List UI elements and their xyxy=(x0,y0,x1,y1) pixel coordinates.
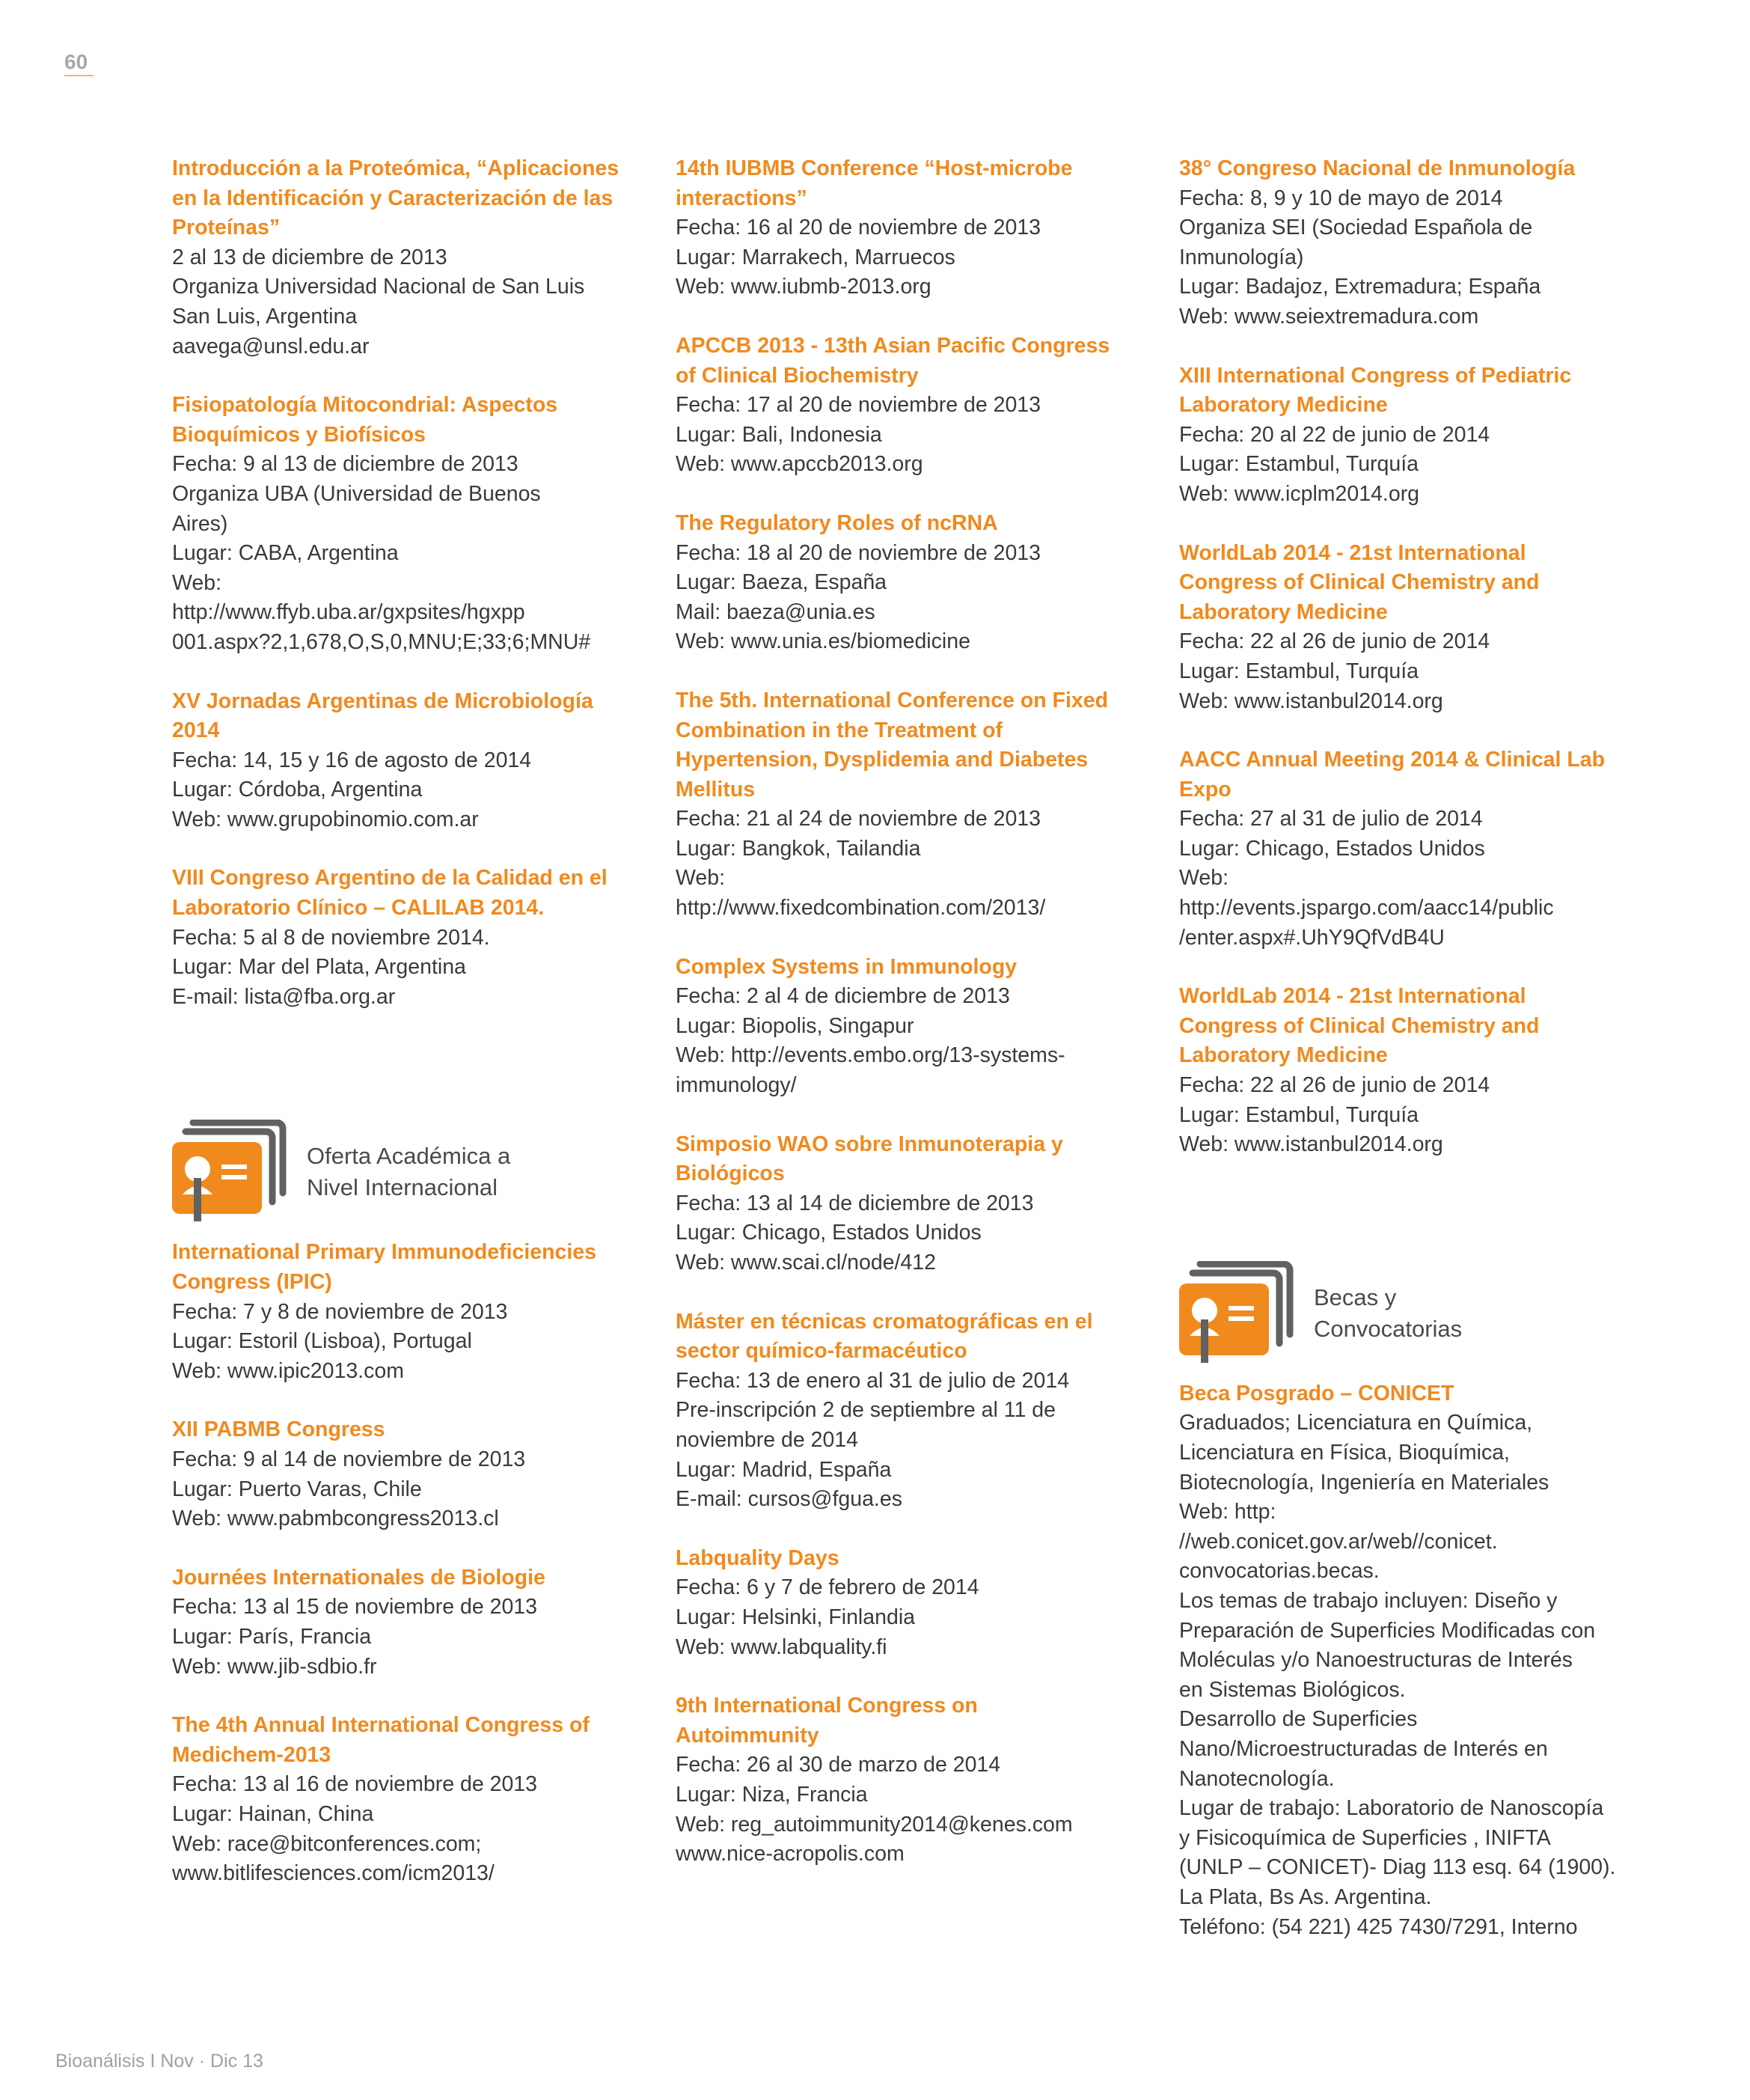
event-title xyxy=(676,154,1154,213)
event-title-line: Biológicos xyxy=(676,1162,785,1186)
event-detail-line: Fecha: 20 al 22 de junio de 2014 xyxy=(1179,422,1490,447)
event-entry xyxy=(1179,745,1658,953)
event-title-line: APCCB 2013 - 13th Asian Pacific Congress xyxy=(676,333,1110,358)
event-title-line: Autoimmunity xyxy=(676,1723,819,1748)
event-title-line: International Primary Immunodeficiencies xyxy=(172,1240,596,1265)
event-title-line: Laboratory Medicine xyxy=(1179,393,1388,418)
event-detail-line: Lugar: Chicago, Estados Unidos xyxy=(676,1221,982,1245)
event-detail-line: Web: www.pabmbcongress2013.cl xyxy=(172,1507,499,1531)
event-entry xyxy=(172,391,651,657)
event-title xyxy=(676,686,1154,805)
section-heading-oferta xyxy=(307,1141,510,1203)
event-title xyxy=(676,1691,1154,1750)
event-detail-line: E-mail: cursos@fgua.es xyxy=(676,1487,902,1512)
event-detail-line: San Luis, Argentina xyxy=(172,304,358,329)
event-detail-line: Fecha: 9 al 13 de diciembre de 2013 xyxy=(172,452,518,477)
event-entry xyxy=(172,1415,651,1533)
event-entry xyxy=(172,1563,651,1682)
event-detail-line: noviembre de 2014 xyxy=(676,1427,859,1452)
footer: Bioanálisis I Nov · Dic 13 xyxy=(55,2051,263,2072)
event-title xyxy=(1179,982,1658,1071)
event-detail-line: Lugar: CABA, Argentina xyxy=(172,541,399,566)
event-detail-line: Fecha: 16 al 20 de noviembre de 2013 xyxy=(676,216,1041,240)
event-entry xyxy=(1179,1379,1658,1942)
event-detail-line: (UNLP – CONICET)- Diag 113 esq. 64 (1900). xyxy=(1179,1855,1616,1880)
event-entry xyxy=(172,1238,651,1386)
event-detail-line: Web: xyxy=(172,570,222,595)
event-detail-line: Los temas de trabajo incluyen: Diseño y xyxy=(1179,1588,1558,1613)
event-detail-line: Biotecnología, Ingeniería en Materiales xyxy=(1179,1470,1549,1495)
column-3 xyxy=(1179,154,1658,1971)
event-entry xyxy=(676,1544,1154,1662)
event-title-line: Simposio WAO sobre Inmunoterapia y xyxy=(676,1132,1063,1156)
event-title-line: Introducción a la Proteómica, “Aplicaciones xyxy=(172,156,619,180)
event-detail-line: Fecha: 6 y 7 de febrero de 2014 xyxy=(676,1575,979,1600)
event-detail-line: Lugar: Chicago, Estados Unidos xyxy=(1179,836,1485,861)
entries-group-5 xyxy=(1179,1379,1658,1942)
event-entry xyxy=(676,1130,1154,1278)
event-title xyxy=(1179,539,1658,628)
event-title-line: AACC Annual Meeting 2014 & Clinical Lab xyxy=(1179,748,1606,772)
event-detail-line: Fecha: 27 al 31 de julio de 2014 xyxy=(1179,807,1483,831)
event-detail-line: Web: www.istanbul2014.org xyxy=(1179,689,1443,713)
event-detail-line: immunology/ xyxy=(676,1073,797,1098)
event-detail-line: Fecha: 13 de enero al 31 de julio de 2014 xyxy=(676,1368,1070,1393)
event-detail-line: Fecha: 21 al 24 de noviembre de 2013 xyxy=(676,807,1041,831)
entries-group-4 xyxy=(1179,154,1658,1160)
event-entry xyxy=(172,1711,651,1889)
event-detail-line: Lugar: Estambul, Turquía xyxy=(1179,1102,1419,1127)
event-detail-line: Fecha: 7 y 8 de noviembre de 2013 xyxy=(172,1299,508,1324)
event-title-line: WorldLab 2014 - 21st International xyxy=(1179,984,1526,1009)
event-title-line: en la Identificación y Caracterización de las xyxy=(172,186,614,210)
event-title-line: 9th International Congress on xyxy=(676,1694,978,1718)
event-title-line: XII PABMB Congress xyxy=(172,1417,385,1442)
event-title-line: Complex Systems in Immunology xyxy=(676,954,1018,979)
event-detail-line: Web: www.ipic2013.com xyxy=(172,1358,404,1383)
event-title-line: Bioquímicos y Biofísicos xyxy=(172,422,426,447)
event-detail-line: Lugar: Biopolis, Singapur xyxy=(676,1013,914,1038)
event-detail-line: Moléculas y/o Nanoestructuras de Interés xyxy=(1179,1648,1573,1673)
event-title-line: 38° Congreso Nacional de Inmunología xyxy=(1179,156,1576,180)
heading-line: Convocatorias xyxy=(1314,1315,1463,1342)
event-title xyxy=(172,1711,651,1770)
event-detail-line: Fecha: 14, 15 y 16 de agosto de 2014 xyxy=(172,748,532,772)
event-detail-line: Fecha: 22 al 26 de junio de 2014 xyxy=(1179,629,1490,654)
event-entry xyxy=(676,509,1154,657)
event-detail-line: Aires) xyxy=(172,511,228,536)
event-title-line: Hypertension, Dysplidemia and Diabetes xyxy=(676,748,1089,772)
event-title-line: Laboratorio Clínico – CALILAB 2014. xyxy=(172,896,545,921)
event-detail-line: Lugar: Puerto Varas, Chile xyxy=(172,1477,422,1501)
event-detail-line: www.bitlifesciences.com/icm2013/ xyxy=(172,1861,495,1886)
section-header-oferta xyxy=(172,1120,651,1224)
event-title-line: 14th IUBMB Conference “Host-microbe xyxy=(676,156,1073,180)
event-title-line: Laboratory Medicine xyxy=(1179,599,1388,624)
event-detail-line: http://www.ffyb.uba.ar/gxpsites/hgxpp xyxy=(172,600,525,625)
event-title-line: 2014 xyxy=(172,718,220,743)
event-detail-line: Fecha: 13 al 14 de diciembre de 2013 xyxy=(676,1191,1034,1215)
event-title-line: XIII International Congress of Pediatric xyxy=(1179,363,1572,388)
event-entry xyxy=(676,1691,1154,1869)
event-title xyxy=(676,1544,1154,1574)
event-title-line: Congress (IPIC) xyxy=(172,1270,332,1295)
event-detail-line: Web: http://events.embo.org/13-systems- xyxy=(676,1043,1065,1068)
event-title-line: Labquality Days xyxy=(676,1545,839,1570)
event-title-line: Medichem-2013 xyxy=(172,1742,331,1767)
event-detail-line: Lugar: Badajoz, Extremadura; España xyxy=(1179,275,1541,299)
event-title-line: The 4th Annual International Congress of xyxy=(172,1713,590,1738)
event-detail-line: Organiza SEI (Sociedad Española de xyxy=(1179,216,1533,240)
event-title xyxy=(1179,1379,1658,1409)
event-title-line: interactions” xyxy=(676,186,807,210)
event-detail-line: Web: www.seiextremadura.com xyxy=(1179,304,1479,329)
event-detail-line: aavega@unsl.edu.ar xyxy=(172,334,370,358)
event-title-line: Journées Internationales de Biologie xyxy=(172,1565,545,1590)
event-entry xyxy=(676,1307,1154,1515)
event-detail-line: Fecha: 5 al 8 de noviembre 2014. xyxy=(172,925,490,950)
event-detail-line: Lugar: Córdoba, Argentina xyxy=(172,778,423,802)
event-detail-line: Lugar: París, Francia xyxy=(172,1624,372,1649)
entries-group-3 xyxy=(676,154,1154,1869)
event-detail-line: Preparación de Superficies Modificadas con xyxy=(1179,1618,1596,1643)
event-detail-line: Fecha: 8, 9 y 10 de mayo de 2014 xyxy=(1179,186,1503,210)
event-detail-line: Graduados; Licenciatura en Química, xyxy=(1179,1411,1533,1435)
page-number: 60 xyxy=(64,49,94,76)
event-detail-line: Web: www.istanbul2014.org xyxy=(1179,1132,1443,1157)
event-entry xyxy=(676,686,1154,924)
event-detail-line: Web: www.unia.es/biomedicine xyxy=(676,629,970,654)
event-title xyxy=(676,509,1154,539)
event-detail-line: en Sistemas Biológicos. xyxy=(1179,1677,1406,1702)
event-detail-line: Inmunología) xyxy=(1179,245,1304,269)
event-detail-line: Web: http: xyxy=(1179,1500,1276,1524)
event-title-line: Congress of Clinical Chemistry and xyxy=(1179,570,1540,595)
event-title-line: XV Jornadas Argentinas de Microbiología xyxy=(172,689,593,713)
event-detail-line: Web: xyxy=(1179,866,1229,891)
event-detail-line: Organiza Universidad Nacional de San Luis xyxy=(172,275,585,299)
event-detail-line: Lugar: Estambul, Turquía xyxy=(1179,452,1419,477)
event-entry xyxy=(676,953,1154,1101)
event-title-line: Expo xyxy=(1179,777,1232,802)
event-detail-line: Lugar: Estambul, Turquía xyxy=(1179,659,1419,683)
event-title xyxy=(676,1307,1154,1367)
event-detail-line: E-mail: lista@fba.org.ar xyxy=(172,984,396,1009)
event-title-line: The Regulatory Roles of ncRNA xyxy=(676,510,998,535)
event-detail-line: Web: reg_autoimmunity2014@kenes.com xyxy=(676,1812,1073,1837)
event-detail-line: Lugar: Baeza, España xyxy=(676,570,887,595)
entries-group-1 xyxy=(172,154,651,1012)
event-detail-line: Web: xyxy=(676,866,726,891)
event-title-line: Congress of Clinical Chemistry and xyxy=(1179,1013,1540,1038)
event-detail-line: 2 al 13 de diciembre de 2013 xyxy=(172,245,447,269)
event-entry xyxy=(1179,539,1658,717)
event-title-line: Combination in the Treatment of xyxy=(676,718,1003,742)
event-detail-line: Lugar: Hainan, China xyxy=(172,1801,374,1826)
event-entry xyxy=(676,332,1154,480)
event-title xyxy=(1179,361,1658,421)
event-detail-line: Lugar: Bali, Indonesia xyxy=(676,422,882,447)
event-detail-line: Pre-inscripción 2 de septiembre al 11 de xyxy=(676,1398,1056,1423)
heading-line: Nivel Internacional xyxy=(307,1174,498,1201)
event-title xyxy=(172,1563,651,1593)
event-detail-line: Web: www.icplm2014.org xyxy=(1179,481,1420,506)
event-title xyxy=(1179,745,1658,805)
academic-offer-icon xyxy=(172,1120,292,1224)
event-entry xyxy=(172,864,651,1012)
event-detail-line: y Fisicoquímica de Superficies , INIFTA xyxy=(1179,1825,1551,1850)
event-detail-line: Lugar: Estoril (Lisboa), Portugal xyxy=(172,1329,472,1354)
event-title-line: The 5th. International Conference on Fixed xyxy=(676,688,1108,712)
event-detail-line: Web: www.scai.cl/node/412 xyxy=(676,1251,936,1275)
event-detail-line: http://www.fixedcombination.com/2013/ xyxy=(676,896,1046,921)
event-detail-line: /enter.aspx#.UhY9QfVdB4U xyxy=(1179,925,1445,950)
event-title-line: Mellitus xyxy=(676,777,756,802)
event-title xyxy=(172,154,651,243)
column-2 xyxy=(676,154,1154,1899)
event-detail-line: www.nice-acropolis.com xyxy=(676,1842,905,1867)
event-title xyxy=(172,1415,651,1445)
event-title-line: of Clinical Biochemistry xyxy=(676,363,919,388)
event-title-line: Fisiopatología Mitocondrial: Aspectos xyxy=(172,393,558,418)
event-detail-line: Lugar: Helsinki, Finlandia xyxy=(676,1605,915,1629)
event-detail-line: Fecha: 17 al 20 de noviembre de 2013 xyxy=(676,393,1041,418)
event-title-line: Proteínas” xyxy=(172,216,281,240)
event-title-line: Máster en técnicas cromatográficas en el xyxy=(676,1309,1093,1334)
event-detail-line: Organiza UBA (Universidad de Buenos xyxy=(172,481,541,506)
event-entry xyxy=(172,154,651,361)
event-title xyxy=(172,864,651,923)
event-detail-line: Web: www.grupobinomio.com.ar xyxy=(172,807,479,831)
event-detail-line: Web: www.jib-sdbio.fr xyxy=(172,1654,377,1679)
event-title xyxy=(172,1238,651,1297)
event-detail-line: Fecha: 26 al 30 de marzo de 2014 xyxy=(676,1753,1001,1777)
event-detail-line: Nano/Microestructuradas de Interés en xyxy=(1179,1736,1548,1761)
event-title xyxy=(172,687,651,746)
event-title-line: VIII Congreso Argentino de la Calidad en el xyxy=(172,866,608,891)
event-title xyxy=(676,1130,1154,1189)
event-detail-line: http://events.jspargo.com/aacc14/public xyxy=(1179,896,1554,921)
event-title xyxy=(676,953,1154,983)
event-detail-line: Fecha: 18 al 20 de noviembre de 2013 xyxy=(676,540,1041,565)
event-detail-line: Fecha: 13 al 15 de noviembre de 2013 xyxy=(172,1595,538,1620)
event-entry xyxy=(1179,361,1658,510)
event-detail-line: Lugar: Marrakech, Marruecos xyxy=(676,245,955,269)
entries-group-2 xyxy=(172,1238,651,1888)
event-detail-line: Fecha: 2 al 4 de diciembre de 2013 xyxy=(676,984,1010,1009)
event-detail-line: Fecha: 22 al 26 de junio de 2014 xyxy=(1179,1073,1490,1098)
section-heading-becas xyxy=(1314,1282,1462,1345)
event-detail-line: Mail: baeza@unia.es xyxy=(676,599,875,624)
event-entry xyxy=(1179,154,1658,332)
event-detail-line: convocatorias.becas. xyxy=(1179,1559,1380,1584)
event-title xyxy=(676,332,1154,391)
event-detail-line: Web: www.iubmb-2013.org xyxy=(676,275,931,299)
event-detail-line: Lugar: Madrid, España xyxy=(676,1457,892,1482)
event-detail-line: Web: www.labquality.fi xyxy=(676,1634,887,1659)
event-detail-line: Web: race@bitconferences.com; xyxy=(172,1831,482,1856)
event-detail-line: Lugar: Niza, Francia xyxy=(676,1782,868,1807)
heading-line: Becas y xyxy=(1314,1283,1397,1310)
event-entry xyxy=(1179,982,1658,1160)
column-1 xyxy=(172,154,651,1918)
event-title-line: WorldLab 2014 - 21st International xyxy=(1179,540,1526,565)
heading-line: Oferta Académica a xyxy=(307,1143,511,1170)
event-detail-line: 001.aspx?2,1,678,O,S,0,MNU;E;33;6;MNU# xyxy=(172,629,591,654)
event-detail-line: Fecha: 9 al 14 de noviembre de 2013 xyxy=(172,1447,526,1471)
event-detail-line: La Plata, Bs As. Argentina. xyxy=(1179,1884,1432,1909)
scholarship-icon xyxy=(1179,1261,1299,1366)
event-detail-line: Nanotecnología. xyxy=(1179,1766,1335,1791)
event-title xyxy=(172,391,651,450)
event-detail-line: Lugar: Mar del Plata, Argentina xyxy=(172,955,466,980)
event-title-line: sector químico-farmacéutico xyxy=(676,1339,967,1364)
event-detail-line: Desarrollo de Superficies xyxy=(1179,1707,1418,1732)
event-detail-line: Lugar: Bangkok, Tailandia xyxy=(676,836,921,861)
event-detail-line: Lugar de trabajo: Laboratorio de Nanoscopía xyxy=(1179,1796,1604,1821)
event-detail-line: Fecha: 13 al 16 de noviembre de 2013 xyxy=(172,1772,538,1797)
event-detail-line: Web: www.apccb2013.org xyxy=(676,452,923,477)
event-title xyxy=(1179,154,1658,184)
section-header-becas xyxy=(1179,1261,1658,1366)
event-title-line: Laboratory Medicine xyxy=(1179,1043,1388,1068)
event-entry xyxy=(172,687,651,835)
event-entry xyxy=(676,154,1154,302)
event-detail-line: //web.conicet.gov.ar/web//conicet. xyxy=(1179,1529,1498,1554)
event-detail-line: Licenciatura en Física, Bioquímica, xyxy=(1179,1441,1510,1465)
event-detail-line: Teléfono: (54 221) 425 7430/7291, Interno xyxy=(1179,1914,1578,1939)
event-title-line: Beca Posgrado – CONICET xyxy=(1179,1381,1454,1405)
